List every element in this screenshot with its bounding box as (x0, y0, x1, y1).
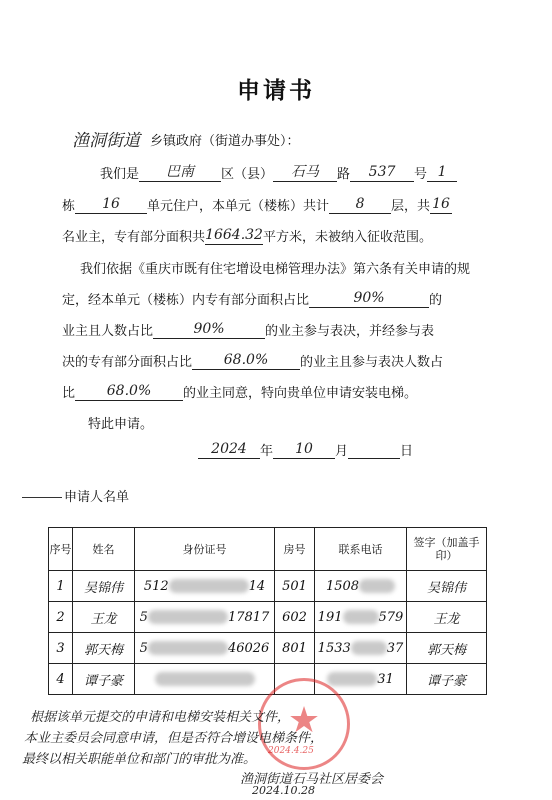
row-sign: 王龙 (407, 602, 487, 633)
row-room: 801 (275, 633, 315, 664)
note-line2: 本业主委员会同意申请，但是否符合增设电梯条件， (24, 731, 324, 746)
vote-people-field (75, 383, 183, 401)
phone-start: 191 (317, 609, 343, 625)
people-ratio-field (153, 321, 265, 339)
salutation (62, 130, 300, 149)
row-phone (315, 633, 407, 664)
text: 日 (400, 444, 414, 459)
phone-start: 1508 (325, 578, 360, 594)
para2-line5 (62, 382, 417, 401)
row-phone (315, 571, 407, 602)
roster-title (22, 486, 129, 505)
redaction (359, 579, 395, 593)
header-room: 房号 (275, 528, 315, 571)
star-icon: ★ (287, 700, 321, 741)
header-phone: 联系电话 (315, 528, 407, 571)
id-start: 512 (143, 578, 169, 594)
text: 我们是 (100, 167, 140, 182)
row-name: 吴锦伟 (73, 571, 135, 602)
table-row (49, 633, 487, 664)
row-sign: 吴锦伟 (407, 571, 487, 602)
text: 区（县） (221, 167, 274, 182)
floors-field (329, 196, 391, 214)
row-name: 郭天梅 (73, 633, 135, 664)
text: 的业主同意，特向贵单位申请安装电梯。 (183, 386, 418, 401)
id-end: 14 (248, 578, 266, 594)
district-hw: 巴南 (166, 164, 195, 180)
table-row (49, 571, 487, 602)
row-sign: 郭天梅 (407, 633, 487, 664)
redaction (155, 672, 255, 686)
id-end: 46026 (227, 640, 270, 656)
id-start: 5 (139, 640, 148, 656)
row-no: 1 (49, 571, 73, 602)
roster-table (48, 527, 487, 695)
text: 定，经本单元（楼栋）内专有部分面积占比 (62, 293, 310, 308)
divider (22, 497, 62, 498)
para2-line2 (62, 289, 442, 308)
para2-line3 (62, 320, 434, 339)
row-id (135, 664, 275, 695)
row-sign: 谭子豪 (407, 664, 487, 695)
text: 路 (337, 167, 351, 182)
row-room: 602 (275, 602, 315, 633)
phone-start: 1533 (317, 640, 351, 656)
phone-end: 31 (377, 671, 394, 687)
area-field (205, 227, 263, 245)
text: 的 (429, 293, 443, 308)
row-name: 王龙 (73, 602, 135, 633)
phone-end: 37 (386, 640, 404, 656)
text: 的业主且参与表决人数占 (300, 355, 444, 370)
vote-area-field (192, 352, 300, 370)
row-name: 谭子豪 (73, 664, 135, 695)
row-phone (315, 602, 407, 633)
note-date: 2024.10.28 (252, 784, 315, 797)
para1-line1 (100, 163, 457, 182)
header-sign: 签字（加盖手印） (407, 528, 487, 571)
page-title: 申请书 (237, 78, 315, 104)
road-hw: 石马 (291, 164, 320, 180)
number-field (350, 164, 414, 182)
table-row (49, 602, 487, 633)
floors-hw: 8 (355, 196, 365, 212)
row-no: 4 (49, 664, 73, 695)
text: 栋 (62, 199, 76, 214)
text: 平方米，未被纳入征收范围。 (263, 230, 433, 245)
id-start: 5 (139, 609, 148, 625)
redaction (327, 672, 377, 686)
text: 单元住户，本单元（楼栋）共计 (147, 199, 330, 214)
text: 年 (260, 444, 274, 459)
table-row (49, 664, 487, 695)
number2-hw: 1 (437, 164, 447, 180)
number-hw: 537 (368, 164, 396, 180)
area-ratio-field (309, 290, 429, 308)
para2-line4 (62, 351, 443, 370)
text: 层，共 (391, 199, 431, 214)
redaction (169, 579, 249, 593)
header-id: 身份证号 (135, 528, 275, 571)
stamp-date: 2024.4.25 (268, 746, 314, 756)
redaction (148, 610, 228, 624)
day-field (348, 458, 400, 459)
para1-line2 (62, 195, 452, 214)
vote-people-hw: 68.0% (106, 383, 152, 399)
closing: 特此申请。 (88, 417, 154, 432)
row-no: 3 (49, 633, 73, 664)
text: 业主且人数占比 (62, 324, 154, 339)
row-id (135, 602, 275, 633)
year-hw: 2024 (211, 441, 247, 457)
date-line (198, 440, 413, 459)
district-field (139, 164, 221, 182)
text: 名业主，专有部分面积共 (62, 230, 206, 245)
note-line3: 最终以相关职能单位和部门的审批为准。 (22, 752, 257, 767)
phone-end: 579 (378, 609, 404, 625)
row-id (135, 633, 275, 664)
id-end: 17817 (227, 609, 270, 625)
note-line1: 根据该单元提交的申请和电梯安装相关文件， (30, 710, 291, 725)
text: 的业主参与表决，并经参与表 (265, 324, 435, 339)
area-hw: 1664.32 (205, 227, 263, 243)
month-hw: 10 (295, 441, 313, 457)
salutation-suffix: 乡镇政府（街道办事处）： (150, 134, 300, 149)
unit-field (75, 196, 147, 214)
text: 号 (414, 167, 428, 182)
people-ratio-hw: 90% (193, 321, 225, 337)
para1-line3 (62, 226, 432, 245)
text: 月 (335, 444, 349, 459)
note-signoff: 渔洞街道石马社区居委会 (240, 772, 384, 787)
header-no: 序号 (49, 528, 73, 571)
road-field (273, 164, 337, 182)
redaction (148, 641, 228, 655)
text: 比 (62, 386, 76, 401)
number2-field (427, 164, 457, 182)
row-room: 501 (275, 571, 315, 602)
salutation-handwritten: 渔洞街道 (72, 131, 140, 151)
table-header-row (49, 528, 487, 571)
area-ratio-hw: 90% (353, 290, 385, 306)
owners-field (430, 196, 452, 214)
unit-hw: 16 (102, 196, 120, 212)
header-name: 姓名 (73, 528, 135, 571)
row-id (135, 571, 275, 602)
para2-line1: 我们依据《重庆市既有住宅增设电梯管理办法》第六条有关申请的规 (80, 262, 471, 277)
year-field (198, 441, 260, 459)
month-field (273, 441, 335, 459)
redaction (351, 641, 387, 655)
roster-title-text: 申请人名单 (64, 490, 130, 505)
text: 决的专有部分面积占比 (62, 355, 193, 370)
owners-hw: 16 (432, 196, 450, 212)
row-no: 2 (49, 602, 73, 633)
redaction (343, 610, 379, 624)
vote-area-hw: 68.0% (223, 352, 269, 368)
